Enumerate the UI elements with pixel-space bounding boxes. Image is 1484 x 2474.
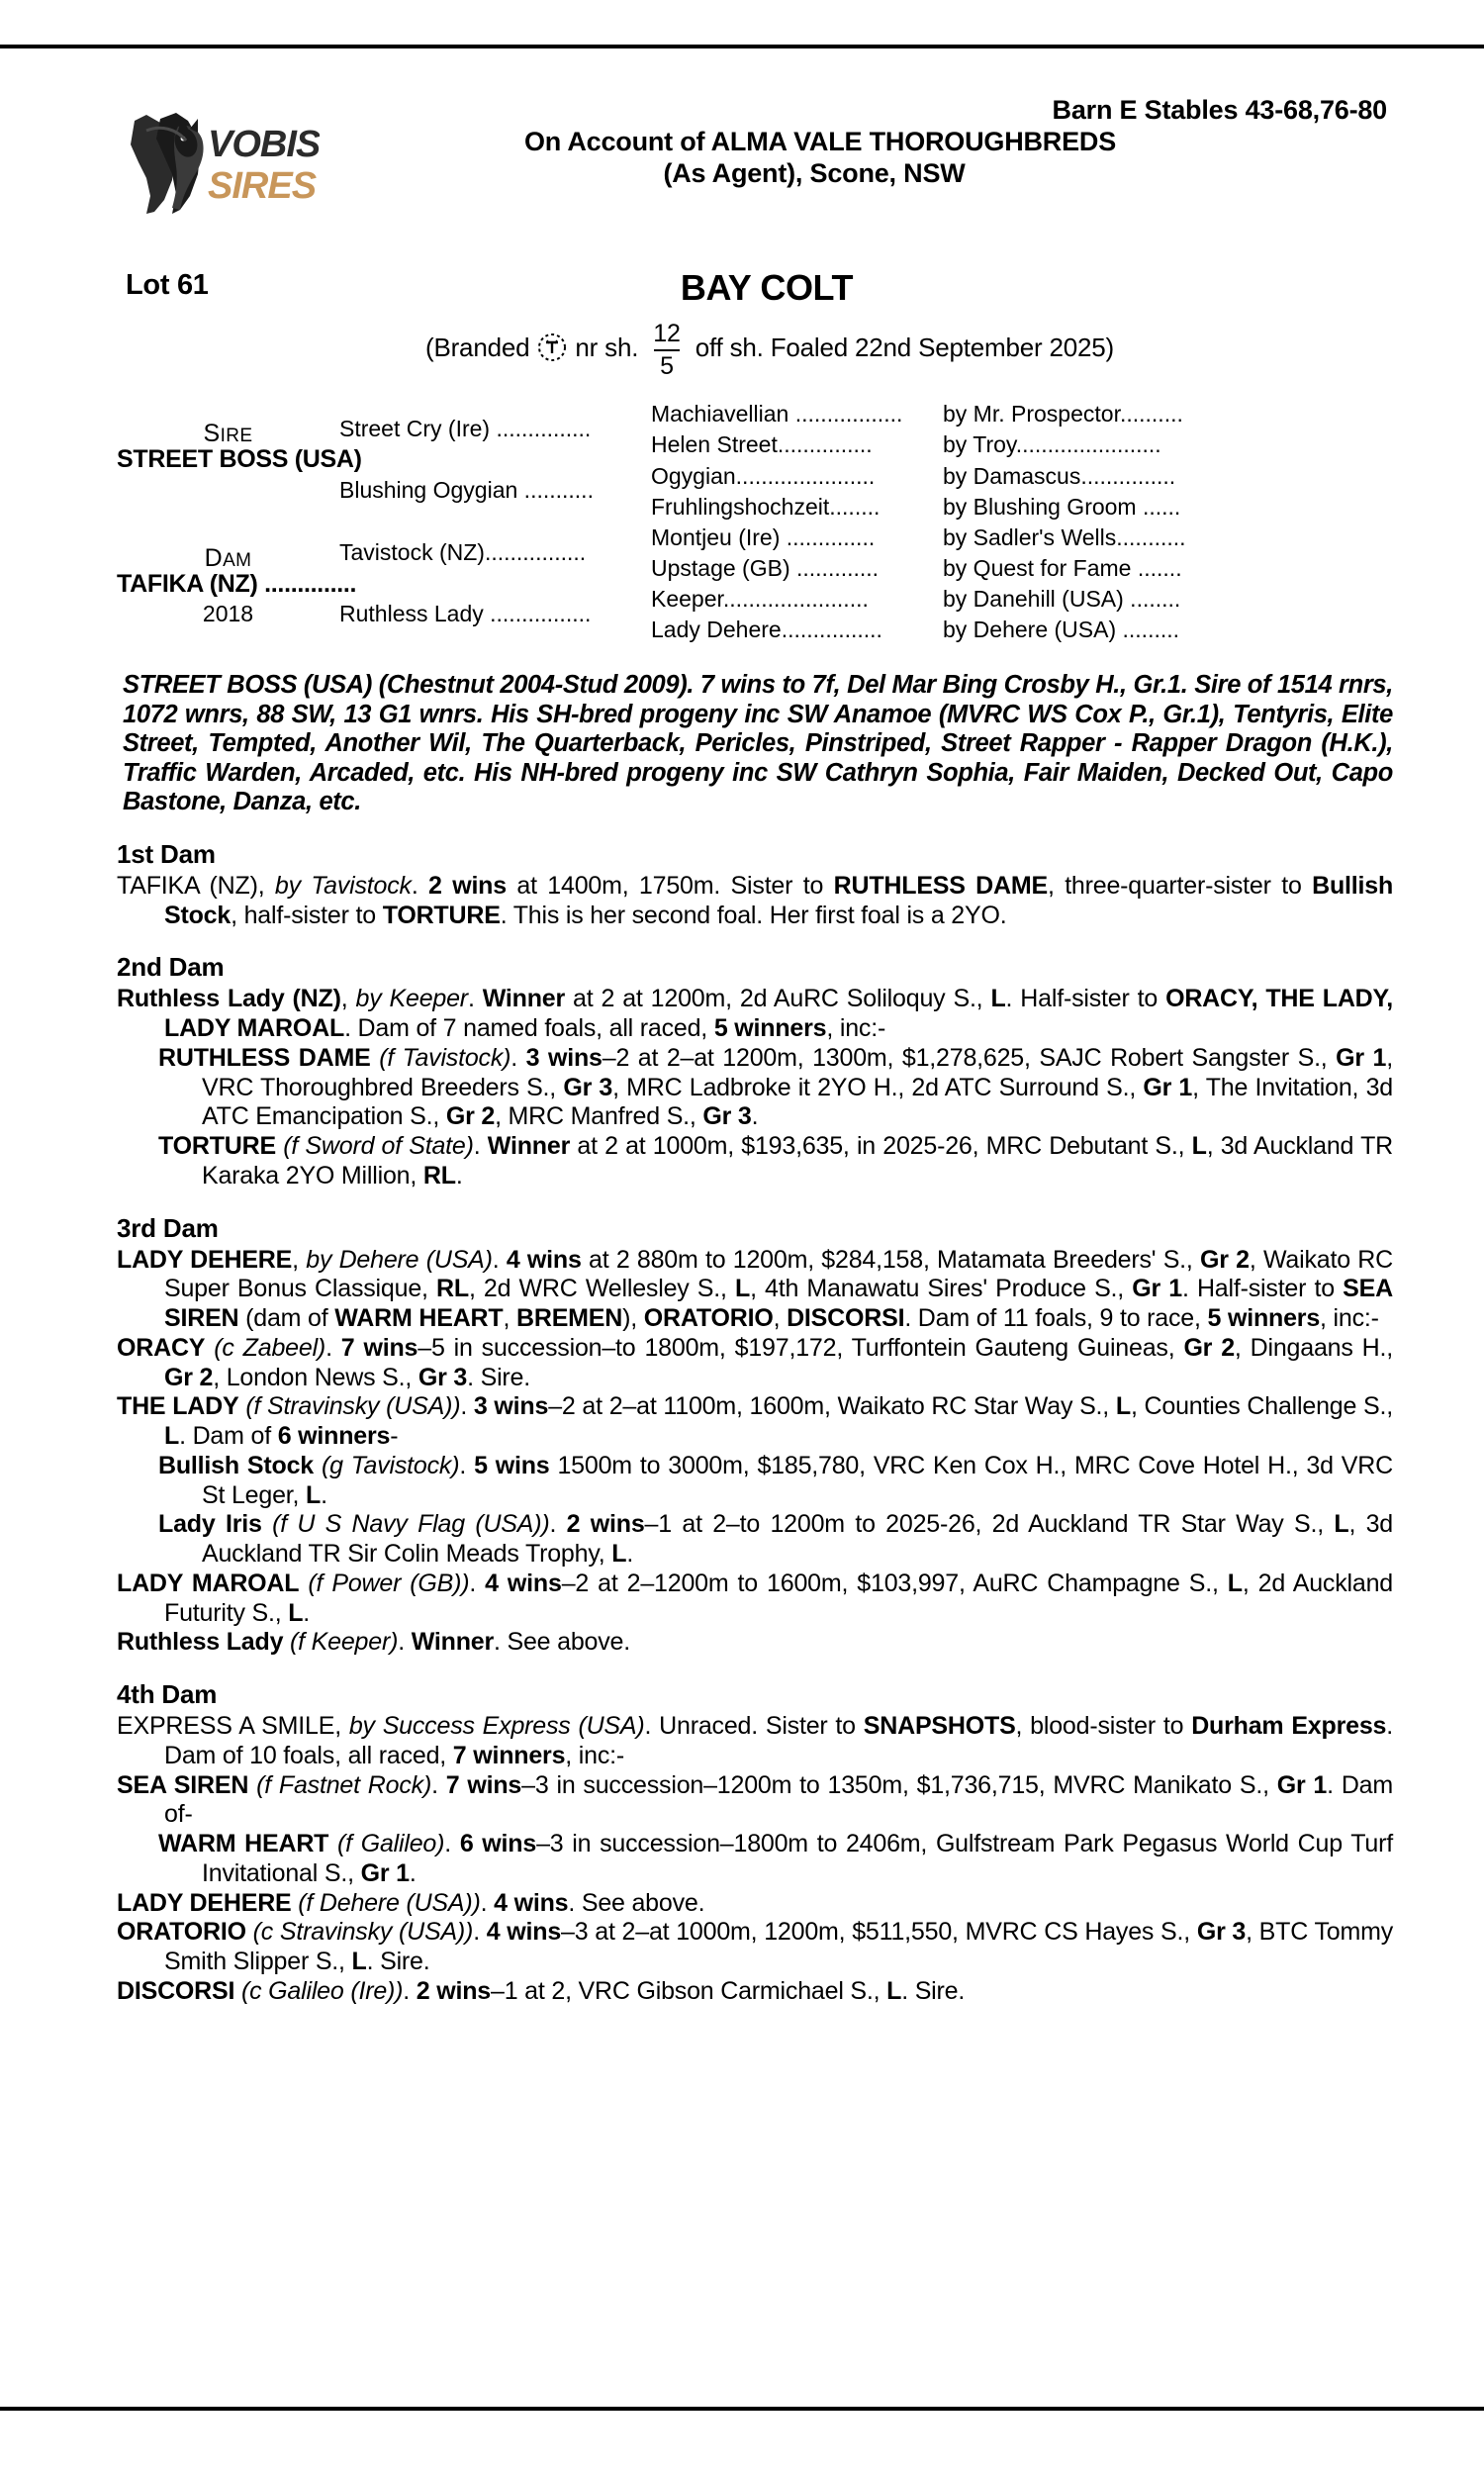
dam-name: TAFIKA (NZ) .............. bbox=[117, 570, 357, 598]
progeny-name: DISCORSI bbox=[117, 1976, 235, 2005]
second-dam-body-a: at 2 at 1200m, 2d AuRC Soliloquy S., bbox=[565, 985, 991, 1013]
progeny-text: . Winner at 2 at 1000m, $193,635, in 2025-26, MRC Debutant S., L, 3d Auckland TR Karaka 2YO Million, RL. bbox=[202, 1132, 1394, 1189]
progeny-text: . Winner. See above. bbox=[398, 1628, 630, 1657]
progeny-entry bbox=[117, 1977, 1393, 2007]
pedigree-g3-row: Ogygian...................... bbox=[651, 463, 876, 489]
sire-name: STREET BOSS (USA) bbox=[117, 445, 362, 473]
progeny-entry bbox=[117, 1452, 1393, 1511]
fourth-dam-heading: 4th Dam bbox=[117, 1679, 218, 1710]
progeny-text: . 4 wins–3 at 2–at 1000m, 1200m, $511,550, MVRC CS Hayes S., Gr 3, BTC Tommy Smith Slipper S., L. Sire. bbox=[164, 1918, 1394, 1976]
progeny-breeding: (c Zabeel) bbox=[214, 1333, 326, 1362]
dam-label-text: DAM bbox=[204, 544, 252, 572]
second-dam-body-b: . Half-sister to bbox=[1005, 985, 1166, 1013]
brand-mark-icon bbox=[536, 332, 568, 363]
first-dam-ref-2: Bullish Stock bbox=[164, 871, 1394, 929]
progeny-entry bbox=[117, 1392, 1393, 1452]
fourth-dam-sire-phrase: by Success Express (USA) bbox=[348, 1712, 645, 1741]
progeny-breeding: (f Dehere (USA)) bbox=[298, 1888, 481, 1917]
progeny-breeding: (f U S Navy Flag (USA)) bbox=[272, 1510, 550, 1539]
progeny-name: THE LADY bbox=[117, 1392, 239, 1421]
progeny-name: Lady Iris bbox=[158, 1510, 262, 1539]
progeny-name: TORTURE bbox=[158, 1132, 276, 1161]
horse-and-jockey-emblem bbox=[131, 113, 204, 214]
branded-details-line bbox=[117, 321, 1393, 378]
dam-label bbox=[117, 546, 339, 571]
pedigree-g3-row: Montjeu (Ire) .............. bbox=[651, 524, 876, 550]
progeny-entry bbox=[117, 1628, 1393, 1658]
progeny-text: . 2 wins–1 at 2, VRC Gibson Carmichael S., L. Sire. bbox=[403, 1976, 966, 2005]
progeny-entry bbox=[117, 1889, 1393, 1919]
progeny-name: WARM HEART bbox=[158, 1830, 329, 1858]
second-dam-sire-phrase: by Keeper bbox=[355, 985, 468, 1013]
progeny-breeding: (f Tavistock) bbox=[379, 1043, 511, 1072]
pedigree-g3-row: Lady Dehere................ bbox=[651, 617, 882, 642]
first-dam-sire-phrase: by Tavistock bbox=[274, 871, 412, 900]
pedigree-g3-row: Keeper....................... bbox=[651, 586, 869, 612]
agent-location-line: (As Agent), Scone, NSW bbox=[663, 157, 966, 188]
progeny-text: . 7 wins–5 in succession–to 1800m, $197,172, Turffontein Gauteng Guineas, Gr 2, Dingaans H., Gr 2, London News S., Gr 3. Sire. bbox=[164, 1333, 1393, 1391]
progeny-name: ORATORIO bbox=[117, 1918, 246, 1947]
second-dam-body-d: , inc:- bbox=[826, 1014, 886, 1043]
progeny-entry bbox=[117, 1132, 1393, 1191]
second-dam-ref-1: ORACY, THE LADY, LADY MAROAL bbox=[164, 985, 1393, 1043]
first-dam-body-c: , half-sister to bbox=[231, 901, 383, 929]
first-dam-heading: 1st Dam bbox=[117, 838, 216, 869]
pedigree-g4-row: by Troy....................... bbox=[943, 431, 1161, 457]
third-dam-sire-phrase: by Dehere (USA) bbox=[306, 1245, 493, 1274]
progeny-name: ORACY bbox=[117, 1333, 206, 1362]
pedigree-g2-row: Ruthless Lady ................ bbox=[339, 601, 592, 626]
page-header bbox=[117, 95, 1393, 253]
page-rule-bottom bbox=[0, 2407, 1484, 2411]
pedigree-g3-row: Helen Street............... bbox=[651, 431, 873, 457]
pedigree-g4-row: by Sadler's Wells........... bbox=[943, 524, 1186, 550]
progeny-breeding: (f Sword of State) bbox=[283, 1132, 474, 1161]
sire-summary-paragraph: STREET BOSS (USA) (Chestnut 2004-Stud 2009). 7 wins to 7f, Del Mar Bing Crosby H., Gr.1. Sire of 1514 rnrs, 1072 wnrs, 88 SW, 13 G1 wnrs. His SH-bred progeny inc SW Anamoe (MVRC WS Cox P., Gr.1), Tentyris, Elite Street, Tempted, Another Wil, The Quarterback, Pericles, Pinstriped, Street Rapper - Rapper Dragon (H.K.), Traffic Warden, Arcaded, etc. His NH-bred progeny inc SW Cathryn Sophia, Fair Maiden, Decked Out, Capo Bastone, Danza, etc. bbox=[123, 671, 1393, 816]
account-of-line: On Account of ALMA VALE THOROUGHBREDS bbox=[523, 126, 1117, 156]
progeny-entry bbox=[117, 1918, 1393, 1977]
progeny-entry bbox=[117, 1044, 1393, 1132]
pedigree-g4-row: by Quest for Fame ....... bbox=[943, 555, 1182, 581]
pedigree-g2-row: Tavistock (NZ)................ bbox=[339, 539, 587, 565]
lot-number: Lot 61 bbox=[126, 269, 209, 301]
pedigree-g4-row: by Dehere (USA) ......... bbox=[943, 617, 1180, 642]
page-rule-top bbox=[0, 45, 1484, 48]
progeny-text: . 6 wins–3 in succession–1800m to 2406m, Gulfstream Park Pegasus World Cup Turf Invitational S., Gr 1. bbox=[202, 1830, 1393, 1887]
progeny-name: LADY MAROAL bbox=[117, 1569, 300, 1597]
progeny-breeding: (c Galileo (Ire)) bbox=[241, 1976, 404, 2005]
sire-label bbox=[117, 422, 339, 446]
fraction-bar bbox=[654, 349, 680, 351]
first-dam-body-d: . This is her second foal. Her first foal is a 2YO. bbox=[500, 901, 1007, 929]
fourth-dam-text: . Unraced. Sister to SNAPSHOTS, blood-sister to Durham Express. Dam of 10 foals, all raced, 7 winners, inc:- bbox=[164, 1712, 1393, 1769]
progeny-breeding: (f Stravinsky (USA)) bbox=[245, 1392, 461, 1421]
second-dam-name: Ruthless Lady (NZ) bbox=[117, 985, 341, 1013]
pedigree-g2-row: Street Cry (Ire) ............... bbox=[339, 416, 592, 441]
first-dam-ref-1: RUTHLESS DAME bbox=[833, 871, 1048, 900]
dam-year: 2018 bbox=[202, 601, 254, 626]
progeny-breeding: (f Galileo) bbox=[337, 1830, 445, 1858]
branded-prefix: (Branded bbox=[425, 332, 530, 362]
progeny-name: Ruthless Lady bbox=[117, 1628, 284, 1657]
first-dam-paragraph: TAFIKA (NZ), by Tavistock. 2 wins at 1400m, 1750m. Sister to RUTHLESS DAME, three-quarter-sister to Bullish Stock, half-sister to TORTURE. This is her second foal. Her first foal is a 2YO. bbox=[117, 871, 1394, 929]
fourth-dam-paragraph: EXPRESS A SMILE, by Success Express (USA). Unraced. Sister to SNAPSHOTS, blood-sister to Durham Express. Dam of 10 foals, all raced, 7 winners, inc:- bbox=[117, 1712, 1393, 1769]
second-dam-winner: Winner bbox=[482, 985, 566, 1013]
logo-wordmark bbox=[208, 124, 320, 207]
progeny-text: . 2 wins–1 at 2–to 1200m to 2025-26, 2d Auckland TR Star Way S., L, 3d Auckland TR Sir Colin Meads Trophy, L. bbox=[202, 1510, 1393, 1569]
progeny-name: RUTHLESS DAME bbox=[158, 1043, 371, 1072]
progeny-breeding: (f Fastnet Rock) bbox=[256, 1770, 432, 1799]
pedigree-g4-row: by Mr. Prospector.......... bbox=[943, 401, 1183, 427]
progeny-breeding: (f Keeper) bbox=[290, 1628, 399, 1657]
page-title: BAY COLT bbox=[680, 267, 854, 308]
page-content bbox=[117, 95, 1393, 2007]
second-dam-grade: L bbox=[990, 985, 1006, 1013]
svg-text:VOBIS: VOBIS bbox=[208, 124, 320, 165]
branded-suffix: off sh. Foaled 22nd September 2025) bbox=[695, 332, 1114, 362]
pedigree-g3-row: Machiavellian ................. bbox=[651, 401, 903, 427]
progeny-breeding: (f Power (GB)) bbox=[308, 1569, 470, 1597]
branded-mid: nr sh. bbox=[575, 332, 639, 362]
second-dam-paragraph: Ruthless Lady (NZ), by Keeper. Winner at 2 at 1200m, 2d AuRC Soliloquy S., L. Half-sister to ORACY, THE LADY, LADY MAROAL. Dam of 7 named foals, all raced, 5 winners, inc:- bbox=[117, 985, 1393, 1043]
vobis-sires-logo bbox=[117, 109, 320, 220]
progeny-entry bbox=[117, 1771, 1393, 1831]
pedigree-g4-row: by Damascus............... bbox=[943, 463, 1176, 489]
pedigree-g4-row: by Blushing Groom ...... bbox=[943, 494, 1181, 520]
fourth-dam-name: EXPRESS A SMILE bbox=[117, 1712, 335, 1741]
brand-denominator: 5 bbox=[660, 352, 674, 380]
first-dam-body-b: , three-quarter-sister to bbox=[1048, 871, 1313, 900]
third-dam-name: LADY DEHERE bbox=[117, 1245, 293, 1274]
progeny-breeding: (c Stravinsky (USA)) bbox=[252, 1918, 474, 1947]
pedigree-g4-row: by Danehill (USA) ........ bbox=[943, 586, 1181, 612]
third-dam-heading: 3rd Dam bbox=[117, 1212, 219, 1243]
svg-text:SIRES: SIRES bbox=[208, 165, 317, 207]
third-dam-paragraph: LADY DEHERE, by Dehere (USA). 4 wins at 2 880m to 1200m, $284,158, Matamata Breeders' S., Gr 2, Waikato RC Super Bonus Classique, RL, 2d WRC Wellesley S., L, 4th Manawatu Sires' Produce S., Gr 1. Half-sister to SEA SIREN (dam of WARM HEART, BREMEN), ORATORIO, DISCORSI. Dam of 11 foals, 9 to race, 5 winners, inc:- bbox=[117, 1245, 1393, 1333]
progeny-text: . 3 wins–2 at 2–at 1200m, 1300m, $1,278,625, SAJC Robert Sangster S., Gr 1, VRC Thoroughbred Breeders S., Gr 3, MRC Ladbroke it 2YO H., 2d ATC Surround S., Gr 1, The Invitation, 3d ATC Emancipation S., Gr 2, MRC Manfred S., Gr 3. bbox=[202, 1043, 1394, 1131]
sire-label-text: SIRE bbox=[203, 420, 253, 447]
progeny-entry bbox=[117, 1510, 1393, 1570]
progeny-name: LADY DEHERE bbox=[117, 1888, 292, 1917]
first-dam-wins: 2 wins bbox=[428, 871, 507, 900]
pedigree-g2-row: Blushing Ogygian ........... bbox=[339, 477, 594, 503]
lot-title-row bbox=[117, 267, 1393, 313]
first-dam-name: TAFIKA (NZ) bbox=[117, 871, 258, 900]
progeny-breeding: (g Tavistock) bbox=[321, 1451, 460, 1479]
second-dam-heading: 2nd Dam bbox=[117, 952, 225, 983]
third-dam-text: . 4 wins at 2 880m to 1200m, $284,158, Matamata Breeders' S., Gr 2, Waikato RC Super Bonus Classique, RL, 2d WRC Wellesley S., L, 4th Manawatu Sires' Produce S., Gr 1. Half-sister to SEA SIREN (dam of WARM HEART, BREMEN), ORATORIO, DISCORSI. Dam of 11 foals, 9 to race, 5 winners, inc:- bbox=[164, 1245, 1393, 1333]
brand-numerator: 12 bbox=[653, 320, 681, 347]
progeny-text: . 4 wins–2 at 2–1200m to 1600m, $103,997, AuRC Champagne S., L, 2d Auckland Futurity S., L. bbox=[164, 1569, 1393, 1627]
progeny-entry bbox=[117, 1830, 1393, 1889]
progeny-entry bbox=[117, 1334, 1393, 1393]
second-dam-body-c: . Dam of 7 named foals, all raced, bbox=[344, 1014, 714, 1043]
pedigree-g3-row: Fruhlingshochzeit........ bbox=[651, 494, 881, 520]
progeny-text: . 3 wins–2 at 2–at 1100m, 1600m, Waikato RC Star Way S., L, Counties Challenge S., L. Dam of 6 winners- bbox=[164, 1392, 1393, 1451]
pedigree-g3-row: Upstage (GB) ............. bbox=[651, 555, 880, 581]
first-dam-body-a: at 1400m, 1750m. Sister to bbox=[506, 871, 834, 900]
progeny-text: . 7 wins–3 in succession–1200m to 1350m, $1,736,715, MVRC Manikato S., Gr 1. Dam of- bbox=[164, 1770, 1393, 1829]
second-dam-winners: 5 winners bbox=[713, 1014, 827, 1043]
first-dam-ref-3: TORTURE bbox=[382, 901, 501, 929]
progeny-text: . 4 wins. See above. bbox=[480, 1888, 705, 1917]
progeny-entry bbox=[117, 1570, 1393, 1629]
progeny-name: SEA SIREN bbox=[117, 1770, 249, 1799]
barn-stables-line: Barn E Stables 43-68,76-80 bbox=[1052, 95, 1387, 125]
brand-number-fraction bbox=[653, 322, 680, 379]
progeny-text: . 5 wins 1500m to 3000m, $185,780, VRC Ken Cox H., MRC Cove Hotel H., 3d VRC St Leger, L. bbox=[202, 1451, 1393, 1509]
progeny-name: Bullish Stock bbox=[158, 1451, 314, 1479]
